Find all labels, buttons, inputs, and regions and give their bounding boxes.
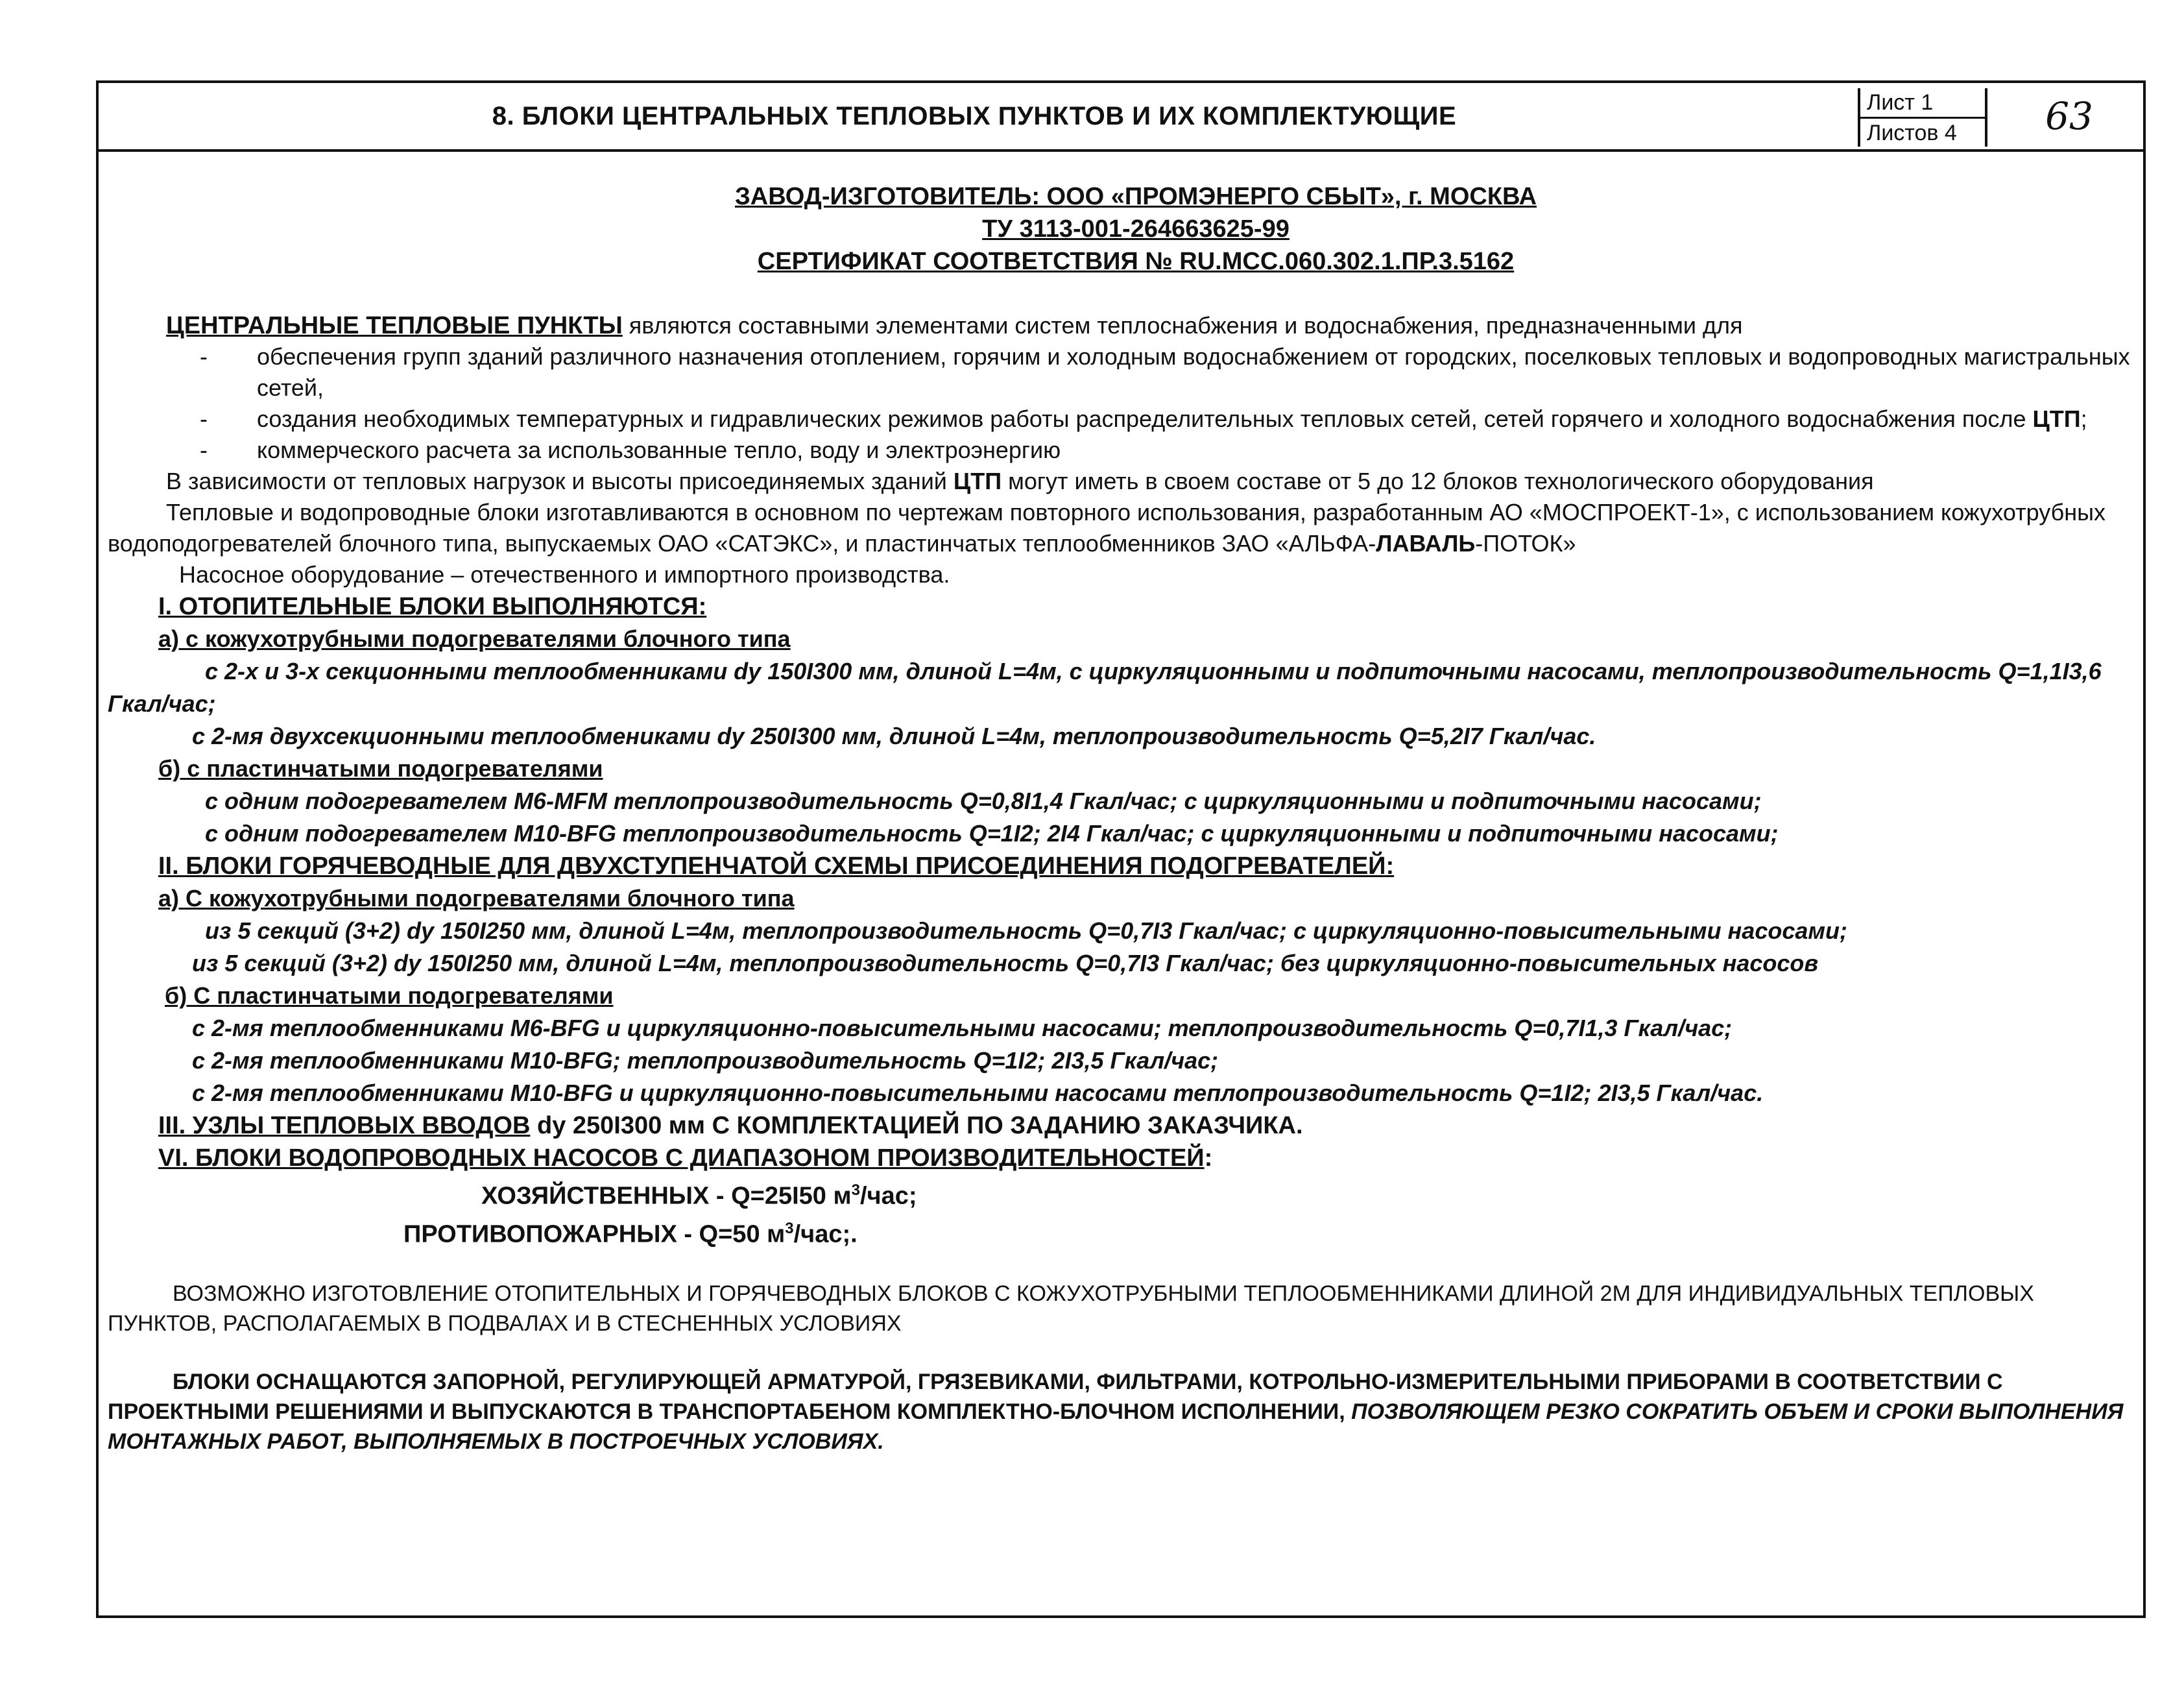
- intro-bullet-list: [108, 341, 2138, 466]
- document-title: 8. БЛОКИ ЦЕНТРАЛЬНЫХ ТЕПЛОВЫХ ПУНКТОВ И ИХ КОМПЛЕКТУЮЩИЕ: [492, 101, 1457, 130]
- section-2a-line: из 5 секций (3+2) dy 150I250 мм, длиной L=4м, теплопроизводительность Q=0,7I3 Гкал/час; с циркуляционно-повысительными насосами;: [205, 917, 1847, 944]
- section-2b-title: б) С пластинчатыми подогревателями: [165, 982, 614, 1009]
- sheet-info-box: [1858, 88, 1987, 147]
- fire-pumps-line: ПРОТИВОПОЖАРНЫХ - Q=50 $м^3$/час;.: [403, 1219, 858, 1248]
- note-equipment: БЛОКИ ОСНАЩАЮТСЯ ЗАПОРНОЙ, РЕГУЛИРУЮЩЕЙ АРМАТУРОЙ, ГРЯЗЕВИКАМИ, ФИЛЬТРАМИ, КОТРОЛЬНО-ИЗМЕРИТЕЛЬНЫМИ ПРИБОРАМИ В СООТВЕТСТВИИ С ПРОЕКТНЫМИ РЕШЕНИЯМИ И ВЫПУСКАЮТСЯ В ТРАНСПОРТАБЕНОМ КОМПЛЕКТНО-БЛОЧНОМ ИСПОЛНЕНИИ, ПОЗВОЛЯЮЩЕМ РЕЗКО СОКРАТИТЬ ОБЪЕМ И СРОКИ ВЫПОЛНЕНИЯ МОНТАЖНЫХ РАБОТ, ВЫПОЛНЯЕМЫХ В ПОСТРОЕЧНЫХ УСЛОВИЯХ.: [108, 1370, 2124, 1455]
- section-2b-line: с 2-мя теплообменниками M10-BFG; теплопроизводительность Q=1I2; 2I3,5 Гкал/час;: [192, 1047, 1219, 1074]
- manufacturer-line: ЗАВОД-ИЗГОТОВИТЕЛЬ: ООО «ПРОМЭНЕРГО СБЫТ», г. МОСКВА: [734, 183, 1537, 210]
- list-item: - обеспечения групп зданий различного назначения отоплением, горячим и холодным водоснабжением от городских, поселковых тепловых и водопроводных магистральных сетей,: [200, 343, 2130, 401]
- section-1a-title: а) с кожухотрубными подогревателями блочного типа: [158, 625, 791, 652]
- sheets-total-label: Листов 4: [1867, 120, 1957, 145]
- header-row: [99, 83, 2143, 152]
- document-body: [108, 180, 2138, 1456]
- document-sheet: [96, 80, 2146, 1618]
- section-1b-line: с одним подогревателем M6-MFM теплопроизводительность Q=0,8I1,4 Гкал/час; с циркуляционными и подпиточными насосами;: [205, 788, 1762, 814]
- section-2-title: II. БЛОКИ ГОРЯЧЕВОДНЫЕ ДЛЯ ДВУХСТУПЕНЧАТОЙ СХЕМЫ ПРИСОЕДИНЕНИЯ ПОДОГРЕВАТЕЛЕЙ:: [158, 852, 1395, 880]
- section-2b-line: с 2-мя теплообменниками M6-BFG и циркуляционно-повысительными насосами; теплопроизводительность Q=0,7I1,3 Гкал/час;: [192, 1015, 1733, 1041]
- domestic-pumps-line: ХОЗЯЙСТВЕННЫХ - Q=25I50 $м^3$/час;: [481, 1181, 917, 1210]
- handwritten-page-number: 63: [2045, 94, 2093, 138]
- manufacturer-block: [134, 180, 2138, 278]
- tu-line: ТУ 3113-001-264663625-99: [982, 215, 1290, 243]
- section-2a-line: из 5 секций (3+2) dy 150I250 мм, длиной L=4м, теплопроизводительность Q=0,7I3 Гкал/час; без циркуляционно-повысительных насосов: [192, 950, 1819, 976]
- paragraph-pumps: Насосное оборудование – отечественного и импортного производства.: [179, 561, 950, 588]
- list-item: - коммерческого расчета за использованные тепло, воду и электроэнергию: [200, 437, 1061, 463]
- paragraph-drawings: Тепловые и водопроводные блоки изготавливаются в основном по чертежам повторного использования, разработанным АО «МОСПРОЕКТ-1», с использованием кожухотрубных водоподогревателей блочного типа, выпускаемых ОАО «САТЭКС», и пластинчатых теплообменников ЗАО «АЛЬФА-ЛАВАЛЬ-ПОТОК»: [108, 499, 2106, 557]
- note-2m-blocks: ВОЗМОЖНО ИЗГОТОВЛЕНИЕ ОТОПИТЕЛЬНЫХ И ГОРЯЧЕВОДНЫХ БЛОКОВ С КОЖУХОТРУБНЫМИ ТЕПЛООБМЕННИКАМИ ДЛИНОЙ 2М ДЛЯ ИНДИВИДУАЛЬНЫХ ТЕПЛОВЫХ ПУНКТОВ, РАСПОЛАГАЕМЫХ В ПОДВАЛАХ И В СТЕСНЕННЫХ УСЛОВИЯХ: [108, 1281, 2034, 1336]
- section-1-title: I. ОТОПИТЕЛЬНЫЕ БЛОКИ ВЫПОЛНЯЮТСЯ:: [158, 593, 707, 620]
- section-1a-line: с 2-х и 3-х секционными теплообменниками dy 150I300 мм, длиной L=4м, с циркуляционными и подпиточными насосами, теплопроизводительность Q=1,1I3,6 Гкал/час;: [108, 658, 2102, 717]
- section-1b-title: б) с пластинчатыми подогревателями: [158, 755, 603, 782]
- section-2b-line: с 2-мя теплообменниками M10-BFG и циркуляционно-повысительными насосами теплопроизводительность Q=1I2; 2I3,5 Гкал/час.: [192, 1080, 1764, 1106]
- section-3-title: III. УЗЛЫ ТЕПЛОВЫХ ВВОДОВ: [158, 1112, 531, 1139]
- paragraph-blocks-count: В зависимости от тепловых нагрузок и высоты присоединяемых зданий ЦТП могут иметь в своем составе от 5 до 12 блоков технологического оборудования: [166, 468, 1874, 494]
- section-1a-line: с 2-мя двухсекционными теплообмениками dy 250I300 мм, длиной L=4м, теплопроизводительность Q=5,2I7 Гкал/час.: [192, 723, 1596, 749]
- section-2a-title: а) С кожухотрубными подогревателями блочного типа: [158, 885, 795, 912]
- intro-rest: являются составными элементами систем теплоснабжения и водоснабжения, предназначенными для: [622, 312, 1743, 339]
- section-1b-line: с одним подогревателем M10-BFG теплопроизводительность Q=1I2; 2I4 Гкал/час; с циркуляционными и подпиточными насосами;: [205, 820, 1779, 847]
- intro-term: ЦЕНТРАЛЬНЫЕ ТЕПЛОВЫЕ ПУНКТЫ: [166, 312, 623, 339]
- intro-paragraph: [108, 310, 2138, 341]
- certificate-line: СЕРТИФИКАТ СООТВЕТСТВИЯ № RU.MCC.060.302.1.ПР.3.5162: [757, 248, 1515, 275]
- section-4: VI. БЛОКИ ВОДОПРОВОДНЫХ НАСОСОВ С ДИАПАЗОНОМ ПРОИЗВОДИТЕЛЬНОСТЕЙ:: [158, 1144, 1213, 1172]
- section-3: III. УЗЛЫ ТЕПЛОВЫХ ВВОДОВ dy 250I300 мм С КОМПЛЕКТАЦИЕЙ ПО ЗАДАНИЮ ЗАКАЗЧИКА.: [158, 1112, 1303, 1139]
- list-item: - создания необходимых температурных и гидравлических режимов работы распределительных тепловых сетей, сетей горячего и холодного водоснабжения после ЦТП;: [200, 405, 2087, 432]
- section-4-title: VI. БЛОКИ ВОДОПРОВОДНЫХ НАСОСОВ С ДИАПАЗОНОМ ПРОИЗВОДИТЕЛЬНОСТЕЙ: [158, 1144, 1205, 1172]
- sheet-label: Лист 1: [1860, 88, 1985, 119]
